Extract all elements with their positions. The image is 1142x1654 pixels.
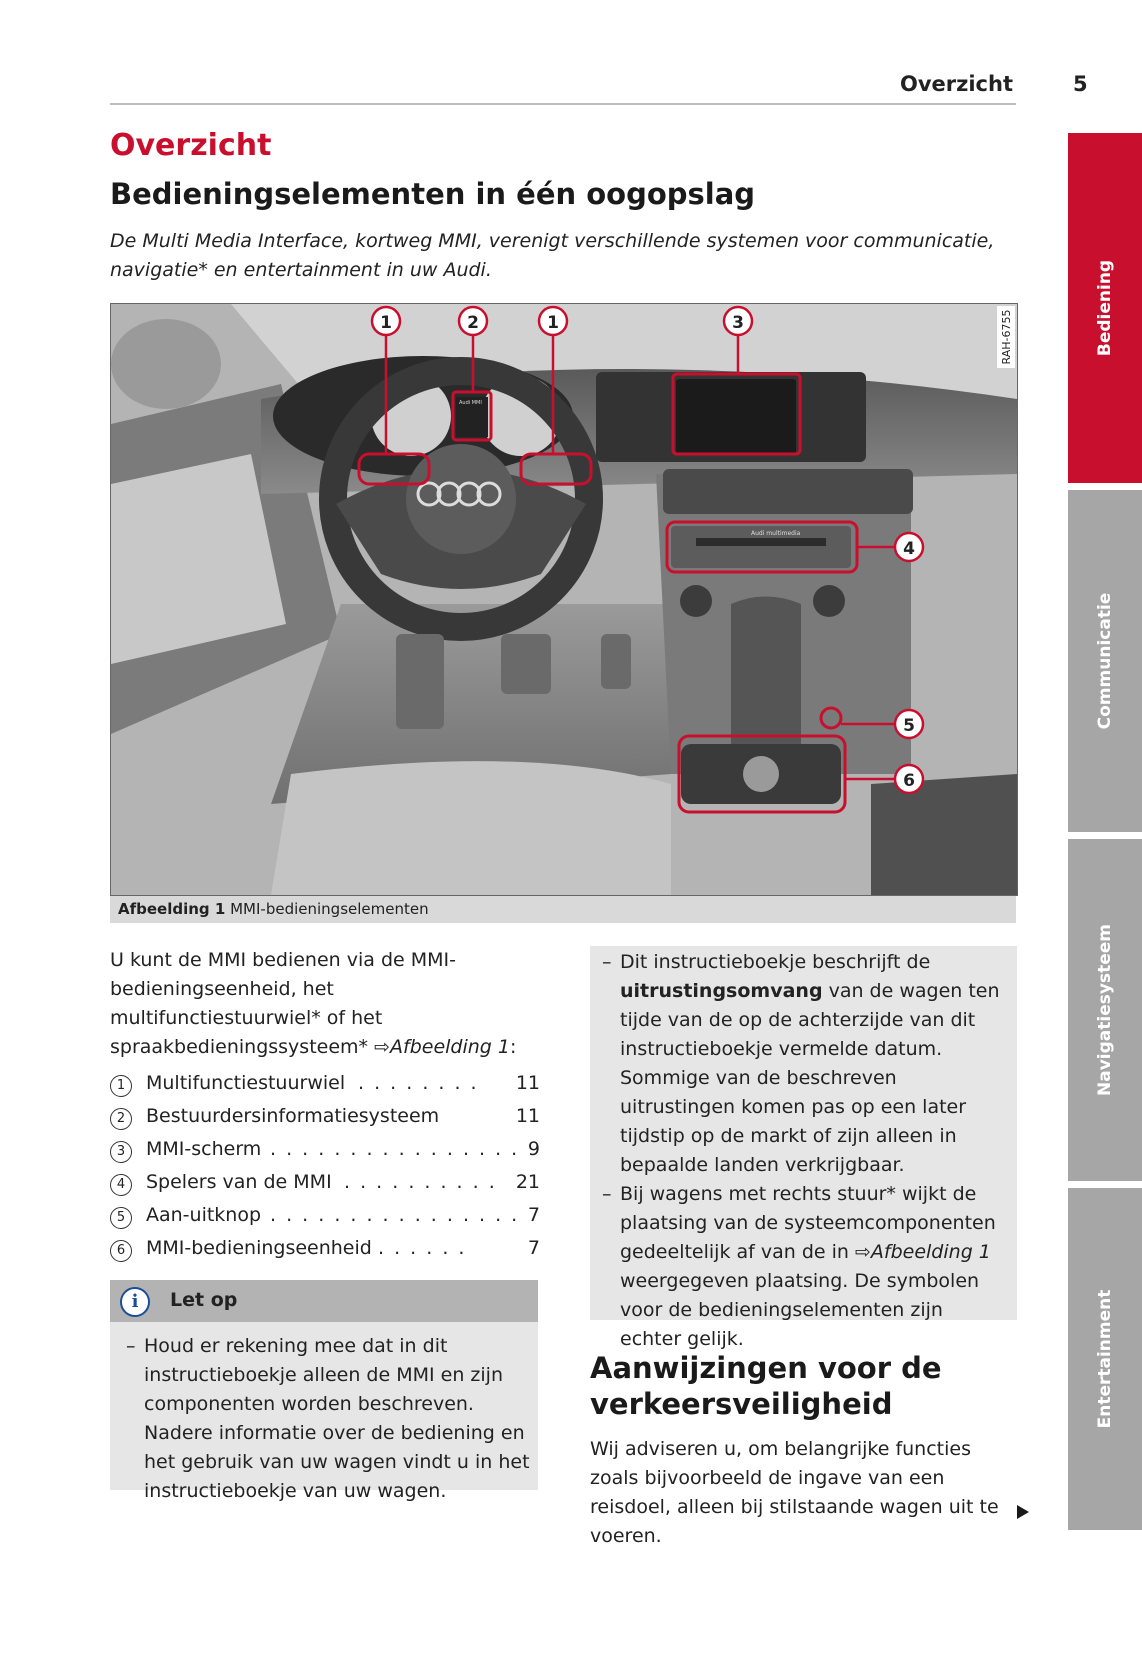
callout-2: 2 — [467, 313, 479, 333]
section-title: Overzicht — [110, 128, 272, 163]
callout-6: 6 — [903, 771, 915, 791]
legend-item: 6 MMI-bedieningseenheid . . . . . . 7 — [110, 1237, 540, 1270]
figure-link[interactable]: ⇨Afbeelding 1 — [374, 1036, 510, 1058]
legend-number: 4 — [110, 1174, 132, 1196]
equipment-note-box — [590, 946, 1017, 1350]
page-title: Bedieningselementen in één oogopslag — [110, 177, 756, 211]
callout-5: 5 — [903, 716, 915, 736]
legend-item: 1 Multifunctiestuurwiel . . . . . . . . 11 — [110, 1072, 540, 1105]
legend-page: 7 — [527, 1237, 540, 1259]
legend-item: 5 Aan-uitknop . . . . . . . . . . . . . . . . 7 — [110, 1204, 540, 1237]
safety-paragraph: Wij adviseren u, om belangrijke functies zoals bijvoorbeeld de ingave van een reisdoel, alleen bij stilstaande wagen uit te voeren. — [590, 1438, 999, 1547]
legend-list — [110, 1072, 540, 1270]
callout-1a: 1 — [380, 313, 392, 333]
callout-4: 4 — [903, 539, 915, 559]
figure-mmi-controls — [110, 303, 1018, 896]
callout-3: 3 — [732, 313, 744, 333]
legend-item — [110, 1105, 540, 1138]
legend-number: 2 — [110, 1108, 132, 1130]
right-hand-drive-item: – Bij wagens met rechts stuur* wijkt de plaatsing van de systeemcomponenten gedeeltelijk af van de in ⇨Afbeelding 1 weergegeven plaatsing. De symbolen voor de bedieningselementen zijn echter gelijk. — [602, 1180, 1007, 1354]
legend-page: 7 — [527, 1204, 540, 1226]
side-tab-navigatiesysteem[interactable] — [1068, 839, 1142, 1181]
left-paragraph — [110, 946, 540, 1062]
figure-caption — [118, 900, 429, 918]
header-rule — [110, 103, 1016, 105]
legend-number: 3 — [110, 1141, 132, 1163]
legend-page: 11 — [515, 1072, 540, 1094]
legend-label: MMI-bedieningseenheid — [146, 1237, 372, 1259]
callout-1b: 1 — [547, 313, 559, 333]
player-text: Audi multimedia — [751, 530, 801, 537]
caption-text: MMI-bedieningselementen — [230, 900, 429, 918]
legend-label: MMI-scherm — [146, 1138, 262, 1160]
side-tab-label: Entertainment — [1095, 1289, 1115, 1429]
legend-number: 5 — [110, 1207, 132, 1229]
legend-page: 21 — [515, 1171, 540, 1193]
intro-paragraph: De Multi Media Interface, kortweg MMI, verenigt verschillende systemen voor communicatie, navigatie* en entertainment in uw Audi. — [110, 230, 995, 281]
legend-page: 11 — [515, 1105, 540, 1127]
safety-heading: Aanwijzingen voor de verkeersveiligheid — [590, 1351, 942, 1421]
legend-number: 1 — [110, 1075, 132, 1097]
legend-item: 4 Spelers van de MMI . . . . . . . . . . 21 — [110, 1171, 540, 1204]
note-body — [110, 1322, 538, 1502]
note-header — [110, 1280, 538, 1322]
legend-label: Multifunctiestuurwiel — [146, 1072, 346, 1094]
legend-label: Aan-uitknop — [146, 1204, 262, 1226]
legend-item: 3 MMI-scherm . . . . . . . . . . . . . . . . 9 — [110, 1138, 540, 1171]
side-tab-label: Communicatie — [1095, 592, 1115, 730]
side-tab-label: Navigatiesysteem — [1095, 924, 1115, 1096]
legend-label: Bestuurdersinformatiesysteem — [146, 1105, 440, 1127]
left-paragraph-text: U kunt de MMI bedienen via de MMI-bedieningseenheid, het multifunctiestuurwiel* of het spraakbedieningssysteem* — [110, 949, 456, 1058]
legend-label: Spelers van de MMI — [146, 1171, 332, 1193]
side-tab-label: Bediening — [1095, 259, 1115, 357]
caption-label: Afbeelding 1 — [118, 900, 226, 918]
side-tab-entertainment[interactable] — [1068, 1188, 1142, 1530]
equipment-note-item: – Dit instructieboekje beschrijft de uitrustingsomvang van de wagen ten tijde van de op de achterzijde van dit instructieboekje vermelde datum. Sommige van de beschreven uitrustingen komen pas op een later tijdstip op de markt of zijn alleen in bepaalde landen verkrijgbaar. — [602, 948, 1007, 1180]
side-tab-bediening[interactable] — [1068, 133, 1142, 483]
page-number: 5 — [1073, 72, 1088, 96]
continue-arrow-icon — [1017, 1505, 1029, 1519]
cluster-display-text: Audi MMI — [459, 400, 482, 406]
note-title: Let op — [170, 1289, 238, 1311]
info-icon: i — [120, 1287, 150, 1317]
side-tab-communicatie[interactable] — [1068, 490, 1142, 832]
legend-number: 6 — [110, 1240, 132, 1262]
figure-ref-code: RAH-6755 — [1000, 309, 1013, 365]
figure-link[interactable]: ⇨Afbeelding 1 — [854, 1241, 991, 1263]
left-paragraph-suffix: : — [510, 1036, 517, 1058]
running-header-title: Overzicht — [900, 72, 1013, 96]
legend-page: 9 — [527, 1138, 540, 1160]
note-text: – Houd er rekening mee dat in dit instructieboekje alleen de MMI en zijn componenten worden beschreven. Nadere informatie over de bediening en het gebruik van uw wagen vindt u in het instructieboekje van uw wagen. — [126, 1332, 544, 1506]
